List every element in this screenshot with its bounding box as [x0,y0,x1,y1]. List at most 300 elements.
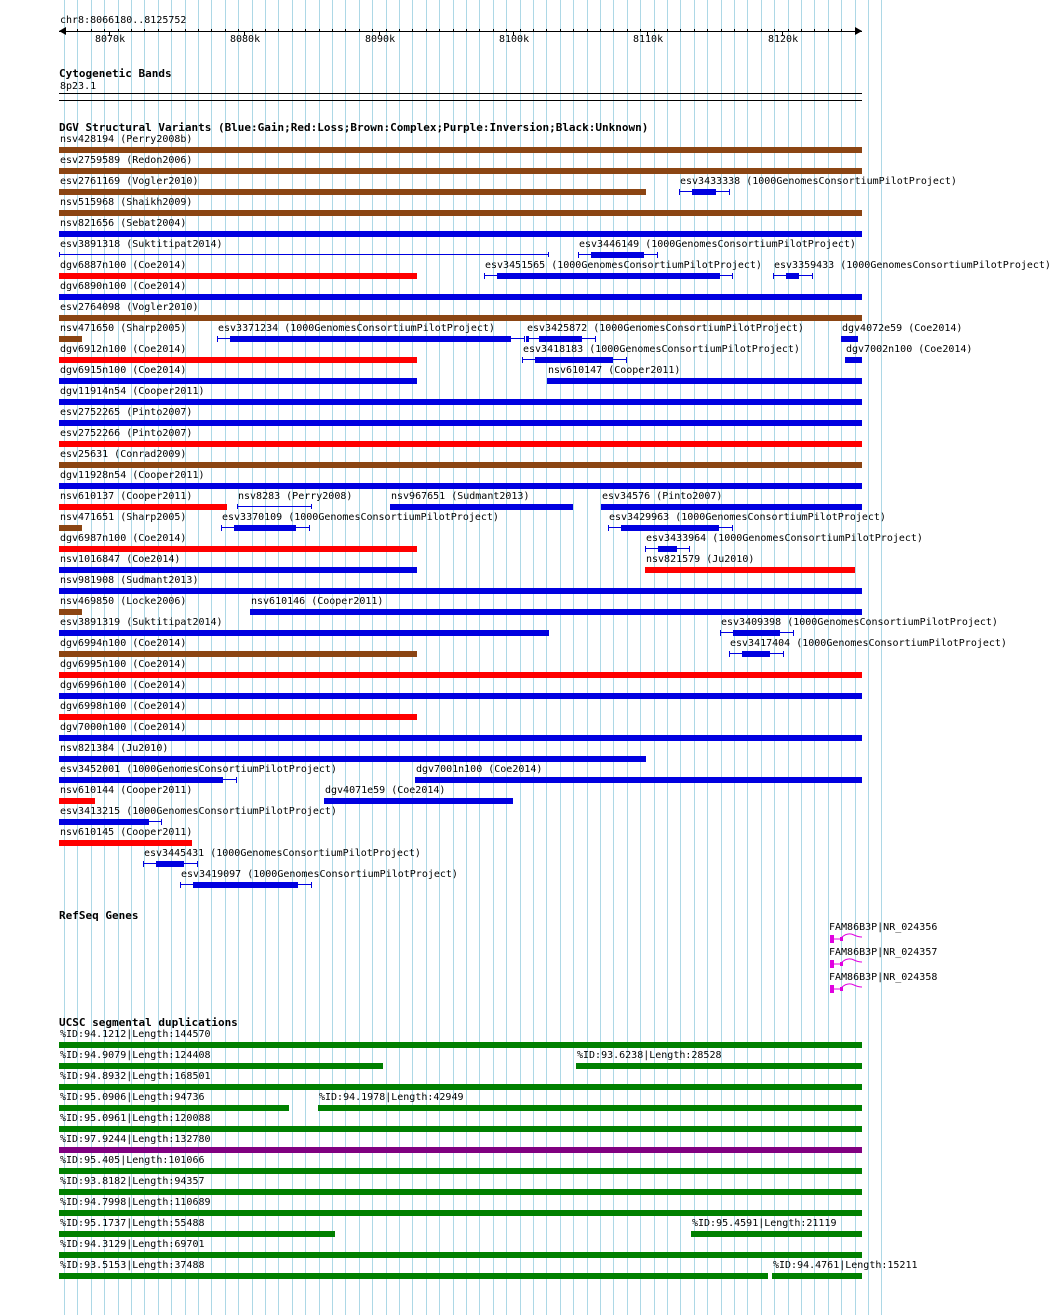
grid-line [292,0,293,1315]
grid-line [828,0,829,1315]
dgv-feature-label[interactable]: nsv1016847 (Coe2014) [60,554,181,565]
ruler-minor-tick [426,29,427,31]
dgv-feature-start-cap [237,504,238,509]
dgv-feature-bar[interactable] [59,210,862,216]
ruler-minor-tick [131,29,132,31]
dgv-feature-label[interactable]: esv3433338 (1000GenomesConsortiumPilotProject) [680,176,957,187]
dgv-feature-bar[interactable] [59,798,95,804]
ruler-minor-tick [721,29,722,31]
dgv-feature-label[interactable]: nsv428194 (Perry2008b) [60,134,193,145]
ruler-minor-tick [573,29,574,31]
segdup-feature-label[interactable]: %ID:93.6238|Length:28528 [577,1050,722,1061]
grid-line [627,0,628,1315]
grid-line [855,0,856,1315]
dgv-feature-label[interactable]: dgv11914n54 (Cooper2011) [60,386,205,397]
ruler-minor-tick [412,29,413,31]
dgv-feature-bar[interactable] [59,273,417,279]
grid-line [278,0,279,1315]
refseq-gene-glyph[interactable] [828,932,868,944]
dgv-feature-bar[interactable] [547,378,862,384]
dgv-feature-label[interactable]: esv3425872 (1000GenomesConsortiumPilotProject) [527,323,804,334]
grid-line [493,0,494,1315]
dgv-feature-start-cap [729,651,730,657]
dgv-feature-label[interactable]: dgv6890n100 (Coe2014) [60,281,187,292]
dgv-feature-start-cap [578,252,579,258]
ruler-tick-label: 8070k [95,34,126,45]
dgv-feature-label[interactable]: esv3446149 (1000GenomesConsortiumPilotProject) [579,239,856,250]
dgv-feature-label[interactable]: esv25631 (Conrad2009) [60,449,187,460]
dgv-feature-label[interactable]: dgv7001n100 (Coe2014) [416,764,543,775]
dgv-feature-bar[interactable] [59,378,417,384]
dgv-feature-start-cap [180,882,181,888]
dgv-feature-block[interactable] [59,777,223,783]
dgv-feature-block[interactable] [156,861,184,867]
dgv-feature-bar[interactable] [59,462,862,468]
dgv-feature-line[interactable] [59,254,549,255]
dgv-feature-end-cap [309,525,310,531]
segdup-feature-label[interactable]: %ID:95.405|Length:101066 [60,1155,205,1166]
dgv-feature-label[interactable]: dgv6994n100 (Coe2014) [60,638,187,649]
ruler-minor-tick [359,29,360,31]
ruler-tick-label: 8100k [499,34,530,45]
ruler-minor-tick [546,29,547,31]
dgv-feature-block[interactable] [621,525,719,531]
grid-line [412,0,413,1315]
ruler-minor-tick [292,29,293,31]
grid-line [640,0,641,1315]
grid-line [680,0,681,1315]
segdup-feature-bar[interactable] [59,1273,768,1279]
dgv-feature-bar[interactable] [59,294,862,300]
ruler-tick-label: 8080k [230,34,261,45]
dgv-feature-label[interactable]: nsv610145 (Cooper2011) [60,827,193,838]
dgv-feature-bar[interactable] [59,546,417,552]
ruler-minor-tick [667,29,668,31]
grid-line [439,0,440,1315]
segdup-feature-label[interactable]: %ID:93.5153|Length:37488 [60,1260,205,1271]
segdup-feature-label[interactable]: %ID:97.9244|Length:132780 [60,1134,211,1145]
dgv-feature-bar[interactable] [59,441,862,447]
ruler-minor-tick [211,29,212,31]
dgv-feature-bar[interactable] [59,483,862,489]
segdup-feature-bar[interactable] [59,1210,862,1216]
dgv-feature-bar[interactable] [645,567,855,573]
ruler-tick-label: 8110k [633,34,664,45]
dgv-feature-bar[interactable] [59,189,646,195]
grid-line [734,0,735,1315]
dgv-feature-bar[interactable] [59,672,862,678]
dgv-feature-label[interactable]: esv3452001 (1000GenomesConsortiumPilotProject) [60,764,337,775]
ruler-minor-tick [252,29,253,31]
refseq-gene-label[interactable]: FAM86B3P|NR_024356 [829,922,938,933]
dgv-feature-label[interactable]: dgv4071e59 (Coe2014) [325,785,446,796]
dgv-feature-bar[interactable] [59,588,862,594]
ruler-minor-tick [640,29,641,31]
refseq-gene-glyph[interactable] [828,957,868,969]
dgv-feature-label[interactable]: esv3891318 (Suktitipat2014) [60,239,223,250]
dgv-feature-block[interactable] [230,336,511,342]
ruler-minor-tick [104,29,105,31]
dgv-feature-label[interactable]: nsv471651 (Sharp2005) [60,512,187,523]
dgv-feature-bar[interactable] [59,525,82,531]
segdup-feature-label[interactable]: %ID:94.8932|Length:168501 [60,1071,211,1082]
dgv-feature-label[interactable]: esv3419097 (1000GenomesConsortiumPilotProject) [181,869,458,880]
grid-line [707,0,708,1315]
dgv-feature-bar[interactable] [59,420,862,426]
segdup-feature-label[interactable]: %ID:95.0906|Length:94736 [60,1092,205,1103]
ruler-minor-tick [627,29,628,31]
dgv-feature-end-cap [812,273,813,279]
grid-line [801,0,802,1315]
ruler-minor-tick [855,29,856,31]
grid-line [546,0,547,1315]
ruler-minor-tick [118,29,119,31]
ruler-minor-tick [77,29,78,31]
ruler-minor-tick [814,29,815,31]
dgv-feature-label[interactable]: dgv6887n100 (Coe2014) [60,260,187,271]
dgv-feature-label[interactable]: nsv821384 (Ju2010) [60,743,169,754]
grid-line [814,0,815,1315]
ruler-minor-tick [225,29,226,31]
ruler-minor-tick [265,29,266,31]
dgv-feature-block[interactable] [786,273,799,279]
ruler-minor-tick [158,29,159,31]
dgv-feature-label[interactable]: esv2759589 (Redon2006) [60,155,193,166]
ruler-minor-tick [774,29,775,31]
segdup-feature-bar[interactable] [59,1063,383,1069]
ruler-minor-tick [694,29,695,31]
ruler-minor-tick [198,29,199,31]
segdup-feature-label[interactable]: %ID:95.1737|Length:55488 [60,1218,205,1229]
dgv-feature-end-cap [236,777,237,783]
dgv-feature-label[interactable]: esv3371234 (1000GenomesConsortiumPilotProject) [218,323,495,334]
dgv-feature-label[interactable]: esv3891319 (Suktitipat2014) [60,617,223,628]
refseq-gene-label[interactable]: FAM86B3P|NR_024358 [829,972,938,983]
dgv-feature-bar[interactable] [601,504,862,510]
dgv-feature-label[interactable]: esv3433964 (1000GenomesConsortiumPilotProject) [646,533,923,544]
dgv-feature-bar[interactable] [390,504,573,510]
dgv-feature-block[interactable] [535,357,613,363]
segdup-feature-bar[interactable] [59,1147,862,1153]
dgv-feature-bar[interactable] [59,567,417,573]
dgv-feature-end-cap [793,630,794,636]
dgv-feature-block[interactable] [193,882,298,888]
refseq-gene-glyph[interactable] [828,982,868,994]
grid-line [265,0,266,1315]
dgv-feature-bar[interactable] [59,756,646,762]
segdup-feature-label[interactable]: %ID:94.9079|Length:124408 [60,1050,211,1061]
dgv-feature-label[interactable]: dgv7002n100 (Coe2014) [846,344,973,355]
dgv-feature-label[interactable]: nsv8283 (Perry2008) [238,491,353,502]
cytoband-top-line [59,93,862,94]
grid-line [520,0,521,1315]
grid-line [252,0,253,1315]
segdup-feature-bar[interactable] [59,1126,862,1132]
ruler-minor-tick [841,29,842,31]
ruler-minor-tick [144,29,145,31]
segdup-feature-label[interactable]: %ID:93.8182|Length:94357 [60,1176,205,1187]
segdup-track-title: UCSC segmental duplications [59,1016,238,1029]
dgv-feature-block[interactable] [59,819,149,825]
dgv-feature-label[interactable]: esv3370109 (1000GenomesConsortiumPilotProject) [222,512,499,523]
dgv-feature-block[interactable] [497,273,720,279]
ruler-minor-tick [332,29,333,31]
dgv-feature-bar[interactable] [59,630,549,636]
ruler-minor-tick [600,29,601,31]
dgv-feature-end-cap [161,819,162,825]
grid-line [305,0,306,1315]
dgv-feature-line[interactable] [237,506,312,507]
dgv-feature-start-cap [679,189,680,195]
grid-line [747,0,748,1315]
dgv-feature-bar[interactable] [59,231,862,237]
dgv-feature-label[interactable]: dgv4072e59 (Coe2014) [842,323,963,334]
grid-line [721,0,722,1315]
grid-line [453,0,454,1315]
dgv-feature-block[interactable] [539,336,582,342]
grid-line [426,0,427,1315]
refseq-track-title: RefSeq Genes [59,909,139,922]
ruler-minor-tick [345,29,346,31]
ruler-minor-tick [680,29,681,31]
segdup-feature-bar[interactable] [772,1273,862,1279]
dgv-feature-label[interactable]: esv3359433 (1000GenomesConsortiumPilotProject) [774,260,1051,271]
dgv-feature-label[interactable]: esv3429963 (1000GenomesConsortiumPilotProject) [609,512,886,523]
ruler-tick-label: 8090k [365,34,396,45]
dgv-feature-label[interactable]: esv2764098 (Vogler2010) [60,302,199,313]
dgv-feature-end-cap [657,252,658,258]
dgv-feature-bar[interactable] [845,357,862,363]
dgv-feature-end-cap [311,882,312,888]
dgv-feature-bar[interactable] [59,714,417,720]
grid-line [788,0,789,1315]
dgv-feature-label[interactable]: esv2761169 (Vogler2010) [60,176,199,187]
ruler-minor-tick [761,29,762,31]
segdup-feature-label[interactable]: %ID:94.1212|Length:144570 [60,1029,211,1040]
dgv-feature-block[interactable] [742,651,770,657]
dgv-feature-end-cap [524,336,525,342]
grid-line [600,0,601,1315]
dgv-feature-bar[interactable] [59,315,862,321]
segdup-feature-bar[interactable] [59,1168,862,1174]
dgv-feature-end-cap [626,357,627,363]
grid-line [841,0,842,1315]
ruler-minor-tick [399,29,400,31]
segdup-feature-label[interactable]: %ID:95.4591|Length:21119 [692,1218,837,1229]
dgv-feature-label[interactable]: dgv11928n54 (Cooper2011) [60,470,205,481]
dgv-feature-start-cap [59,252,60,257]
ruler-minor-tick [479,29,480,31]
dgv-feature-start-cap [522,357,523,363]
dgv-feature-label[interactable]: esv2752265 (Pinto2007) [60,407,193,418]
dgv-feature-label[interactable]: nsv821579 (Ju2010) [646,554,755,565]
dgv-feature-bar[interactable] [324,798,513,804]
grid-line [466,0,467,1315]
dgv-feature-label[interactable]: nsv610147 (Cooper2011) [548,365,681,376]
dgv-feature-end-cap [783,651,784,657]
dgv-feature-start-cap [143,861,144,867]
dgv-feature-label[interactable]: dgv6995n100 (Coe2014) [60,659,187,670]
dgv-feature-start-cap [221,525,222,531]
dgv-feature-label[interactable]: dgv6998n100 (Coe2014) [60,701,187,712]
grid-line [359,0,360,1315]
dgv-feature-label[interactable]: nsv469850 (Locke2006) [60,596,187,607]
dgv-track-title: DGV Structural Variants (Blue:Gain;Red:Loss;Brown:Complex;Purple:Inversion;Black:Unknown) [59,121,649,134]
dgv-feature-start-cap [608,525,609,531]
ruler-axis [59,31,862,32]
dgv-feature-label[interactable]: dgv6987n100 (Coe2014) [60,533,187,544]
grid-line [587,0,588,1315]
dgv-feature-bar[interactable] [59,147,862,153]
ruler-minor-tick [707,29,708,31]
dgv-feature-block[interactable] [526,336,529,342]
region-label: chr8:8066180..8125752 [60,15,187,26]
grid-line [613,0,614,1315]
cytoband-bottom-line [59,100,862,101]
ruler-minor-tick [185,29,186,31]
dgv-feature-block[interactable] [591,252,644,258]
refseq-gene-label[interactable]: FAM86B3P|NR_024357 [829,947,938,958]
dgv-feature-label[interactable]: esv3451565 (1000GenomesConsortiumPilotProject) [485,260,762,271]
dgv-feature-bar[interactable] [59,840,192,846]
dgv-feature-label[interactable]: esv2752266 (Pinto2007) [60,428,193,439]
dgv-feature-label[interactable]: esv3417404 (1000GenomesConsortiumPilotProject) [730,638,1007,649]
grid-line [533,0,534,1315]
dgv-feature-end-cap [197,861,198,867]
dgv-feature-label[interactable]: esv3445431 (1000GenomesConsortiumPilotProject) [144,848,421,859]
segdup-feature-bar[interactable] [318,1105,862,1111]
grid-line [372,0,373,1315]
ruler-minor-tick [828,29,829,31]
dgv-feature-bar[interactable] [59,399,862,405]
dgv-feature-start-cap [645,546,646,552]
dgv-feature-label[interactable]: nsv610137 (Cooper2011) [60,491,193,502]
dgv-feature-block[interactable] [234,525,296,531]
grid-line [881,0,882,1315]
dgv-feature-start-cap [773,273,774,279]
dgv-feature-label[interactable]: nsv967651 (Sudmant2013) [391,491,530,502]
dgv-feature-end-cap [311,504,312,509]
dgv-feature-label[interactable]: esv3413215 (1000GenomesConsortiumPilotProject) [60,806,337,817]
grid-line [399,0,400,1315]
dgv-feature-label[interactable]: nsv471650 (Sharp2005) [60,323,187,334]
dgv-feature-label[interactable]: nsv981908 (Sudmant2013) [60,575,199,586]
grid-line [238,0,239,1315]
dgv-feature-bar[interactable] [841,336,858,342]
segdup-feature-label[interactable]: %ID:94.3129|Length:69701 [60,1239,205,1250]
grid-line [386,0,387,1315]
ruler-minor-tick [466,29,467,31]
cytoband-label: 8p23.1 [60,81,97,92]
ruler-minor-tick [64,29,65,31]
dgv-feature-label[interactable]: nsv610144 (Cooper2011) [60,785,193,796]
segdup-feature-bar[interactable] [576,1063,862,1069]
segdup-feature-bar[interactable] [59,1189,862,1195]
dgv-feature-bar[interactable] [59,735,862,741]
dgv-feature-bar[interactable] [59,357,417,363]
dgv-feature-label[interactable]: nsv821656 (Sebat2004) [60,218,187,229]
dgv-feature-bar[interactable] [250,609,862,615]
ruler-minor-tick [587,29,588,31]
segdup-feature-bar[interactable] [59,1105,289,1111]
ruler-minor-tick [613,29,614,31]
dgv-feature-start-cap [720,630,721,636]
dgv-feature-bar[interactable] [59,609,82,615]
segdup-feature-bar[interactable] [59,1252,862,1258]
dgv-feature-label[interactable]: dgv7000n100 (Coe2014) [60,722,187,733]
ruler-minor-tick [654,29,655,31]
grid-line [506,0,507,1315]
grid-line [225,0,226,1315]
dgv-feature-bar[interactable] [59,168,862,174]
dgv-feature-bar[interactable] [59,504,227,510]
dgv-feature-start-cap [217,336,218,342]
dgv-feature-end-cap [595,336,596,342]
grid-line [211,0,212,1315]
ruler-minor-tick [734,29,735,31]
dgv-feature-label[interactable]: dgv6912n100 (Coe2014) [60,344,187,355]
segdup-feature-bar[interactable] [691,1231,862,1237]
ruler-minor-tick [788,29,789,31]
dgv-feature-label[interactable]: esv3409398 (1000GenomesConsortiumPilotProject) [721,617,998,628]
grid-line [319,0,320,1315]
ruler-minor-tick [493,29,494,31]
dgv-feature-label[interactable]: nsv515968 (Shaikh2009) [60,197,193,208]
dgv-feature-block[interactable] [733,630,780,636]
cytoband-track-title: Cytogenetic Bands [59,67,172,80]
ruler-minor-tick [171,29,172,31]
scroll-right-arrow-icon[interactable] [855,27,862,35]
dgv-feature-bar[interactable] [415,777,862,783]
dgv-feature-start-cap [484,273,485,279]
grid-line [345,0,346,1315]
ruler-minor-tick [560,29,561,31]
ruler-minor-tick [506,29,507,31]
ruler-minor-tick [747,29,748,31]
dgv-feature-end-cap [548,252,549,257]
dgv-feature-label[interactable]: esv3418183 (1000GenomesConsortiumPilotProject) [523,344,800,355]
dgv-feature-label[interactable]: dgv6915n100 (Coe2014) [60,365,187,376]
grid-line [868,0,869,1315]
ruler-minor-tick [278,29,279,31]
grid-line [573,0,574,1315]
ruler-minor-tick [439,29,440,31]
grid-line [560,0,561,1315]
dgv-feature-label[interactable]: nsv610146 (Cooper2011) [251,596,384,607]
dgv-feature-end-cap [689,546,690,552]
ruler-minor-tick [372,29,373,31]
segdup-feature-bar[interactable] [59,1084,862,1090]
ruler-minor-tick [801,29,802,31]
ruler-minor-tick [386,29,387,31]
dgv-feature-block[interactable] [658,546,677,552]
dgv-feature-bar[interactable] [59,651,417,657]
dgv-feature-label[interactable]: dgv6996n100 (Coe2014) [60,680,187,691]
segdup-feature-label[interactable]: %ID:94.4761|Length:15211 [773,1260,918,1271]
dgv-feature-bar[interactable] [59,693,862,699]
ruler-minor-tick [533,29,534,31]
dgv-feature-block[interactable] [692,189,716,195]
grid-line [654,0,655,1315]
segdup-feature-label[interactable]: %ID:94.1978|Length:42949 [319,1092,464,1103]
segdup-feature-bar[interactable] [59,1042,862,1048]
dgv-feature-end-cap [729,189,730,195]
dgv-feature-bar[interactable] [59,336,82,342]
segdup-feature-label[interactable]: %ID:94.7998|Length:110689 [60,1197,211,1208]
dgv-feature-label[interactable]: esv34576 (Pinto2007) [602,491,723,502]
segdup-feature-label[interactable]: %ID:95.0961|Length:120088 [60,1113,211,1124]
segdup-feature-bar[interactable] [59,1231,335,1237]
